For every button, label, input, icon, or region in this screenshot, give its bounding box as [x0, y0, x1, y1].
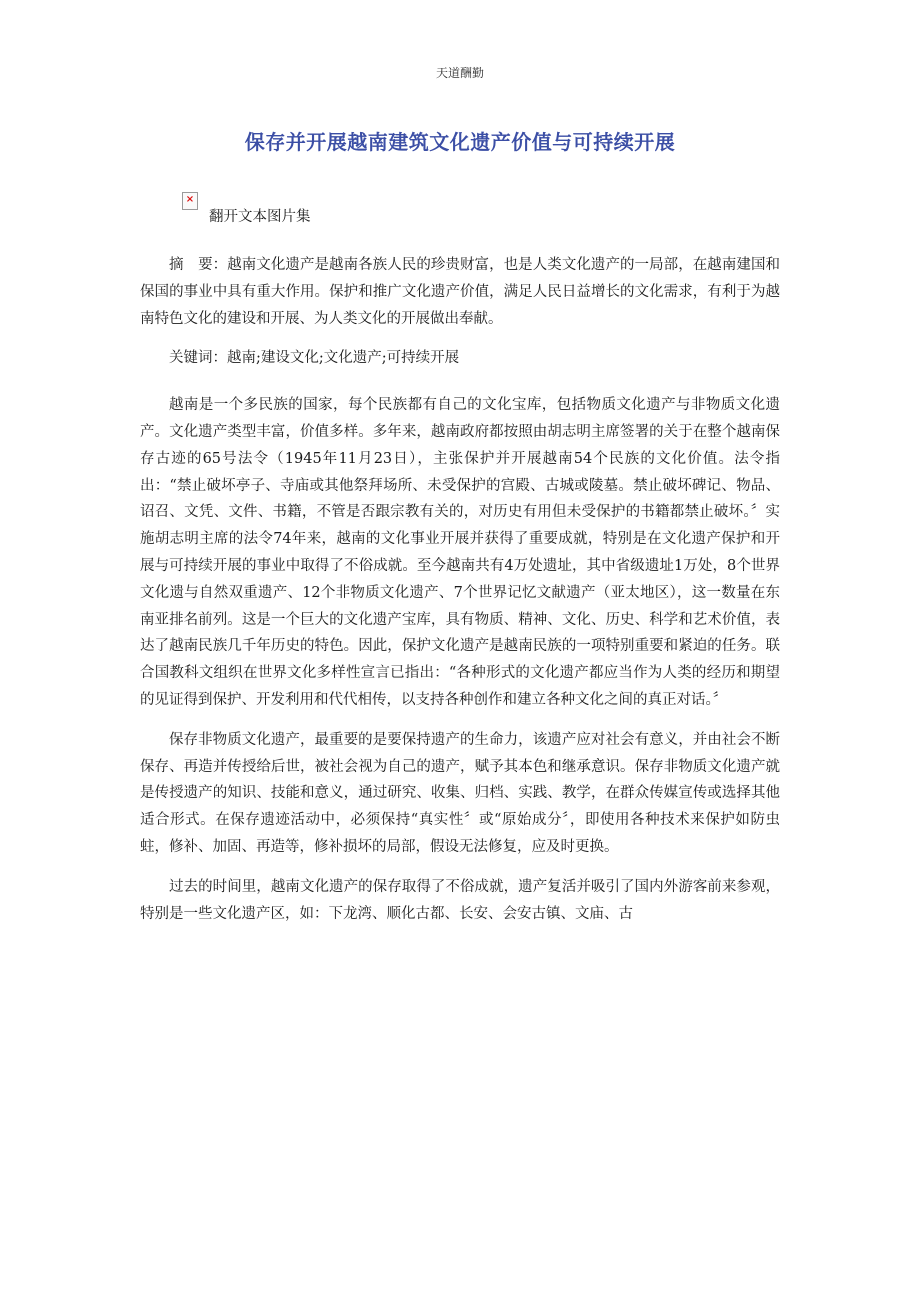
broken-image-glyph: × — [185, 194, 195, 205]
document-body — [140, 252, 780, 940]
body-paragraph: 保存非物质文化遗产，最重要的是要保持遗产的生命力，该遗产应对社会有意义，并由社会不断保存、再造并传授给后世，被社会视为自己的遗产，赋予其本色和继承意识。保存非物质文化遗产就是传授遗产的知识、技能和意义，通过研究、收集、归档、实践、教学，在群众传媒宣传或选择其他适合形式。在保存遗迹活动中，必须保持“真实性〞或“原始成分〞，即使用各种技术来保护如防虫蛀，修补、加固、再造等，修补损坏的局部，假设无法修复，应及时更换。 — [140, 731, 780, 855]
image-caption: 翻开文本图片集 — [209, 209, 311, 225]
abstract-paragraph: 摘 要：越南文化遗产是越南各族人民的珍贵财富，也是人类文化遗产的一局部，在越南建国和保国的事业中具有重大作用。保护和推广文化遗产价值，满足人民日益增长的文化需求，有利于为越南特色文化的建设和开展、为人类文化的开展做出奉献。 — [140, 257, 780, 327]
page-header: 天道酬勤 — [435, 66, 484, 80]
document-title: 保存并开展越南建筑文化遗产价值与可持续开展 — [244, 130, 676, 154]
body-paragraph: 过去的时间里，越南文化遗产的保存取得了不俗成就，遗产复活并吸引了国内外游客前来参观，特别是一些文化遗产区，如：下龙湾、顺化古都、长安、会安古镇、文庙、古 — [140, 878, 780, 922]
keywords-paragraph: 关键词：越南;建设文化;文化遗产;可持续开展 — [169, 350, 460, 367]
body-paragraph: 越南是一个多民族的国家，每个民族都有自己的文化宝库，包括物质文化遗产与非物质文化遗产。文化遗产类型丰富，价值多样。多年来，越南政府都按照由胡志明主席签署的关于在整个越南保存古迹的65号法令（1945年11月23日），主张保护并开展越南54个民族的文化价值。法令指出：“禁止破坏亭子、寺庙或其他祭拜场所、未受保护的宫殿、古城或陵墓。禁止破坏碑记、物品、诏召、文凭、文件、书籍，不管是否跟宗教有关的，对历史有用但未受保护的书籍都禁止破坏。〞实施胡志明主席的法令74年来，越南的文化事业开展并获得了重要成就，特别是在文化遗产保护和开展与可持续开展的事业中取得了不俗成就。至今越南共有4万处遗址，其中省级遗址1万处，8个世界文化遗与自然双重遗产、12个非物质文化遗产、7个世界记忆文献遗产（亚太地区），这一数量在东南亚排名前列。这是一个巨大的文化遗产宝库，具有物质、精神、文化、历史、科学和艺术价值，表达了越南民族几千年历史的特色。因此，保护文化遗产是越南民族的一项特别重要和紧迫的任务。联合国教科文组织在世界文化多样性宣言已指出：“各种形式的文化遗产都应当作为人类的经历和期望的见证得到保护、开发利用和代代相传，以支持各种创作和建立各种文化之间的真正对话。〞 — [140, 397, 780, 708]
broken-image-icon — [182, 192, 198, 210]
